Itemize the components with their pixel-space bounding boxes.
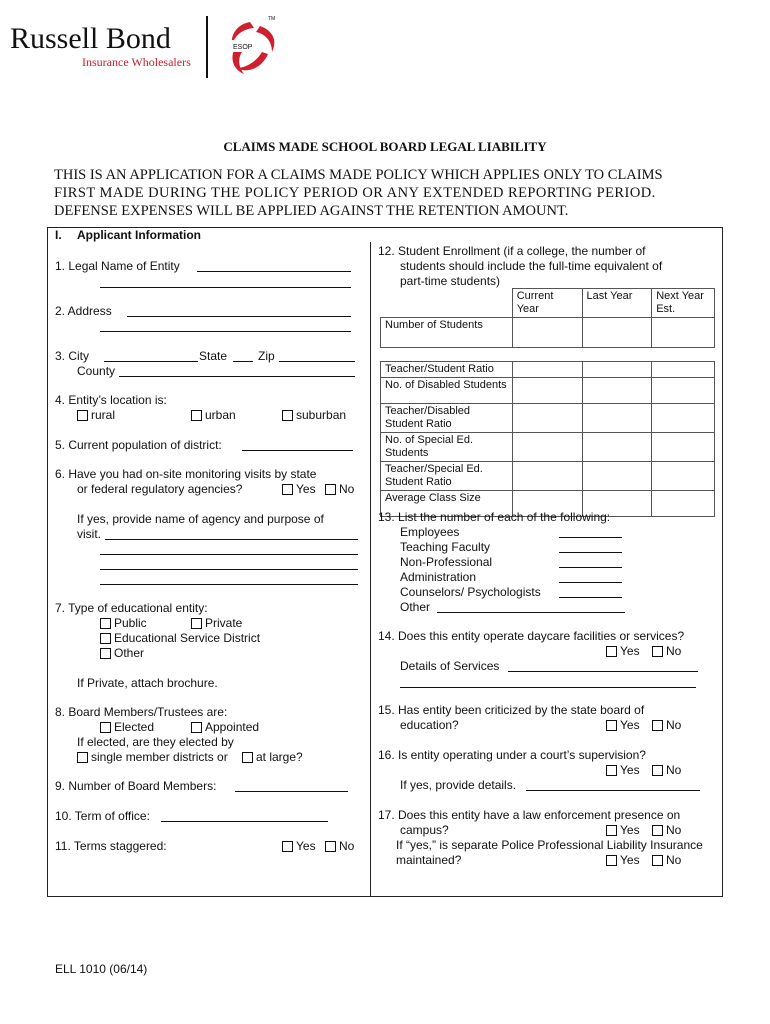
criticized-label-1: 15. Has entity been criticized by the state board of [378,703,645,717]
law-enforcement-yes-checkbox[interactable] [606,825,617,836]
table-cell[interactable] [652,433,715,462]
teaching-faculty-field[interactable] [559,552,622,553]
enrollment-label-2: students should include the full-time equivalent of [400,259,663,273]
monitoring-label-2: or federal regulatory agencies? [77,482,243,496]
staggered-label: 11. Terms staggered: [55,839,167,853]
state-label: State [199,349,228,363]
police-insurance-no-checkbox[interactable] [652,855,663,866]
daycare-yes-checkbox[interactable] [606,646,617,657]
law-enforcement-yes[interactable]: Yes [606,823,640,838]
section-number: I. [55,228,62,242]
agency-label-2: visit. [77,527,101,541]
counselors-field[interactable] [559,597,622,598]
monitoring-yes-checkbox[interactable] [282,484,293,495]
private-option[interactable]: Private [191,616,242,631]
table-cell[interactable] [582,318,652,348]
table-spacer [381,348,513,362]
staggered-yes[interactable]: Yes [282,839,316,854]
legal-name-field-2[interactable] [100,287,351,288]
court-details-field[interactable] [526,790,700,791]
criticized-no[interactable]: No [652,718,681,733]
employees-label: Employees [400,525,460,539]
table-cell[interactable] [512,318,582,348]
court-details-label: If yes, provide details. [400,778,517,792]
agency-label-1: If yes, provide name of agency and purpose of [77,512,324,526]
staggered-yes-checkbox[interactable] [282,841,293,852]
rural-checkbox[interactable] [77,410,88,421]
appointed-checkbox[interactable] [191,722,202,733]
table-cell[interactable] [582,378,652,404]
zip-field[interactable] [279,361,355,362]
daycare-details-label: Details of Services [400,659,500,673]
page-title: CLAIMS MADE SCHOOL BOARD LEGAL LIABILITY [223,139,547,154]
daycare-no-checkbox[interactable] [652,646,663,657]
court-yes-checkbox[interactable] [606,765,617,776]
intro-line-3: DEFENSE EXPENSES WILL BE APPLIED AGAINST THE RETENTION AMOUNT. [54,203,569,219]
staff-count-label: 13. List the number of each of the following: [378,510,611,524]
column-divider [370,242,371,896]
agency-field-3[interactable] [100,569,358,570]
other-checkbox[interactable] [100,648,111,659]
other-staff-label: Other [400,600,431,614]
police-insurance-label-1: If “yes,” is separate Police Professional Liability Insurance [396,838,703,852]
section-title: Applicant Information [77,228,201,242]
elected-option[interactable]: Elected [100,720,154,735]
term-field[interactable] [161,821,328,822]
table-cell[interactable] [512,462,582,491]
police-insurance-label-2: maintained? [396,853,462,867]
daycare-label: 14. Does this entity operate daycare facilities or services? [378,629,685,643]
criticized-yes-checkbox[interactable] [606,720,617,731]
table-cell[interactable] [512,362,582,378]
agency-field-1[interactable] [105,539,358,540]
trademark-symbol: TM [268,16,276,22]
enrollment-table [380,288,715,517]
agency-field-2[interactable] [100,554,358,555]
county-label: County [77,364,116,378]
row-label: Teacher/Special Ed. Student Ratio [381,462,513,491]
monitoring-no-checkbox[interactable] [325,484,336,495]
esd-option[interactable]: Educational Service District [100,631,260,646]
row-label: Teacher/Disabled Student Ratio [381,404,513,433]
header-current-year: Current Year [512,289,582,318]
teaching-faculty-label: Teaching Faculty [400,540,491,554]
police-insurance-yes-checkbox[interactable] [606,855,617,866]
other-staff-field[interactable] [437,612,625,613]
staggered-no-checkbox[interactable] [325,841,336,852]
enrollment-label-1: 12. Student Enrollment (if a college, the number of [378,244,646,258]
table-spacer [652,348,715,362]
table-cell[interactable] [582,433,652,462]
board-count-field[interactable] [235,791,348,792]
logo-mark-text: ESOP [233,44,253,51]
rural-option[interactable]: rural [77,408,115,423]
public-option[interactable]: Public [100,616,147,631]
population-label: 5. Current population of district: [55,438,222,452]
state-field[interactable] [233,361,253,362]
daycare-yes[interactable]: Yes [606,644,640,659]
term-label: 10. Term of office: [55,809,150,823]
intro-line-2: FIRST MADE DURING THE POLICY PERIOD OR ANY EXTENDED REPORTING PERIOD. [54,185,656,201]
court-no-checkbox[interactable] [652,765,663,776]
population-field[interactable] [242,450,353,451]
at-large-option[interactable]: at large? [242,750,303,765]
non-professional-field[interactable] [559,567,622,568]
form-code: ELL 1010 (06/14) [55,962,148,976]
daycare-details-field-2[interactable] [400,687,696,688]
court-no[interactable]: No [652,763,681,778]
at-large-checkbox[interactable] [242,752,253,763]
board-members-label: 8. Board Members/Trustees are: [55,705,228,719]
agency-field-4[interactable] [100,584,358,585]
monitoring-label-1: 6. Have you had on-site monitoring visits by state [55,467,317,481]
police-insurance-no[interactable]: No [652,853,681,868]
table-cell[interactable] [652,404,715,433]
table-cell[interactable] [652,378,715,404]
board-count-label: 9. Number of Board Members: [55,779,217,793]
criticized-label-2: education? [400,718,459,732]
appointed-option[interactable]: Appointed [191,720,259,735]
administration-field[interactable] [559,582,622,583]
legal-name-field[interactable] [197,271,351,272]
daycare-details-field[interactable] [508,671,698,672]
court-yes[interactable]: Yes [606,763,640,778]
county-field[interactable] [119,376,355,377]
law-enforcement-no[interactable]: No [652,823,681,838]
address-field[interactable] [127,316,351,317]
row-label: Average Class Size [381,491,513,517]
urban-checkbox[interactable] [191,410,202,421]
police-insurance-yes[interactable]: Yes [606,853,640,868]
esop-logo-icon [220,14,290,80]
law-enforcement-no-checkbox[interactable] [652,825,663,836]
legal-name-label: 1. Legal Name of Entity [55,259,180,273]
public-checkbox[interactable] [100,618,111,629]
table-corner [381,289,513,318]
address-field-2[interactable] [100,331,351,332]
table-cell[interactable] [582,404,652,433]
entity-type-label: 7. Type of educational entity: [55,601,208,615]
location-label: 4. Entity’s location is: [55,393,167,407]
law-enforcement-label-2: campus? [400,823,449,837]
table-cell[interactable] [652,362,715,378]
table-spacer [512,348,582,362]
table-cell[interactable] [582,362,652,378]
daycare-no[interactable]: No [652,644,681,659]
other-option[interactable]: Other [100,646,144,661]
brand-tagline: Insurance Wholesalers [82,55,191,69]
address-label: 2. Address [55,304,112,318]
suburban-checkbox[interactable] [282,410,293,421]
table-cell[interactable] [652,462,715,491]
urban-option[interactable]: urban [191,408,236,423]
administration-label: Administration [400,570,477,584]
monitoring-yes[interactable]: Yes [282,482,316,497]
non-professional-label: Non-Professional [400,555,493,569]
single-member-option[interactable]: single member districts or [77,750,228,765]
city-field[interactable] [104,361,198,362]
table-spacer [582,348,652,362]
row-label: No. of Disabled Students [381,378,513,404]
enrollment-label-3: part-time students) [400,274,501,288]
table-cell[interactable] [512,378,582,404]
row-label: Number of Students [381,318,513,348]
row-label: Teacher/Student Ratio [381,362,513,378]
suburban-option[interactable]: suburban [282,408,346,423]
counselors-label: Counselors/ Psychologists [400,585,541,599]
monitoring-no[interactable]: No [325,482,354,497]
law-enforcement-label-1: 17. Does this entity have a law enforcement presence on [378,808,681,822]
court-supervision-label: 16. Is entity operating under a court’s supervision? [378,748,646,762]
table-cell[interactable] [512,433,582,462]
elected-by-label: If elected, are they elected by [77,735,234,749]
header-last-year: Last Year [582,289,652,318]
private-checkbox[interactable] [191,618,202,629]
table-cell[interactable] [652,318,715,348]
employees-field[interactable] [559,537,622,538]
criticized-no-checkbox[interactable] [652,720,663,731]
zip-label: Zip [258,349,275,363]
table-cell[interactable] [582,462,652,491]
criticized-yes[interactable]: Yes [606,718,640,733]
row-label: No. of Special Ed. Students [381,433,513,462]
staggered-no[interactable]: No [325,839,354,854]
brand-name: Russell Bond [10,22,171,55]
single-member-checkbox[interactable] [77,752,88,763]
table-cell[interactable] [652,491,715,517]
elected-checkbox[interactable] [100,722,111,733]
table-cell[interactable] [512,404,582,433]
esd-checkbox[interactable] [100,633,111,644]
city-label: 3. City [55,349,90,363]
header-next-year: Next Year Est. [652,289,715,318]
private-note: If Private, attach brochure. [77,676,218,690]
logo-divider [206,16,208,78]
intro-line-1: THIS IS AN APPLICATION FOR A CLAIMS MADE POLICY WHICH APPLIES ONLY TO CLAIMS [54,167,663,183]
